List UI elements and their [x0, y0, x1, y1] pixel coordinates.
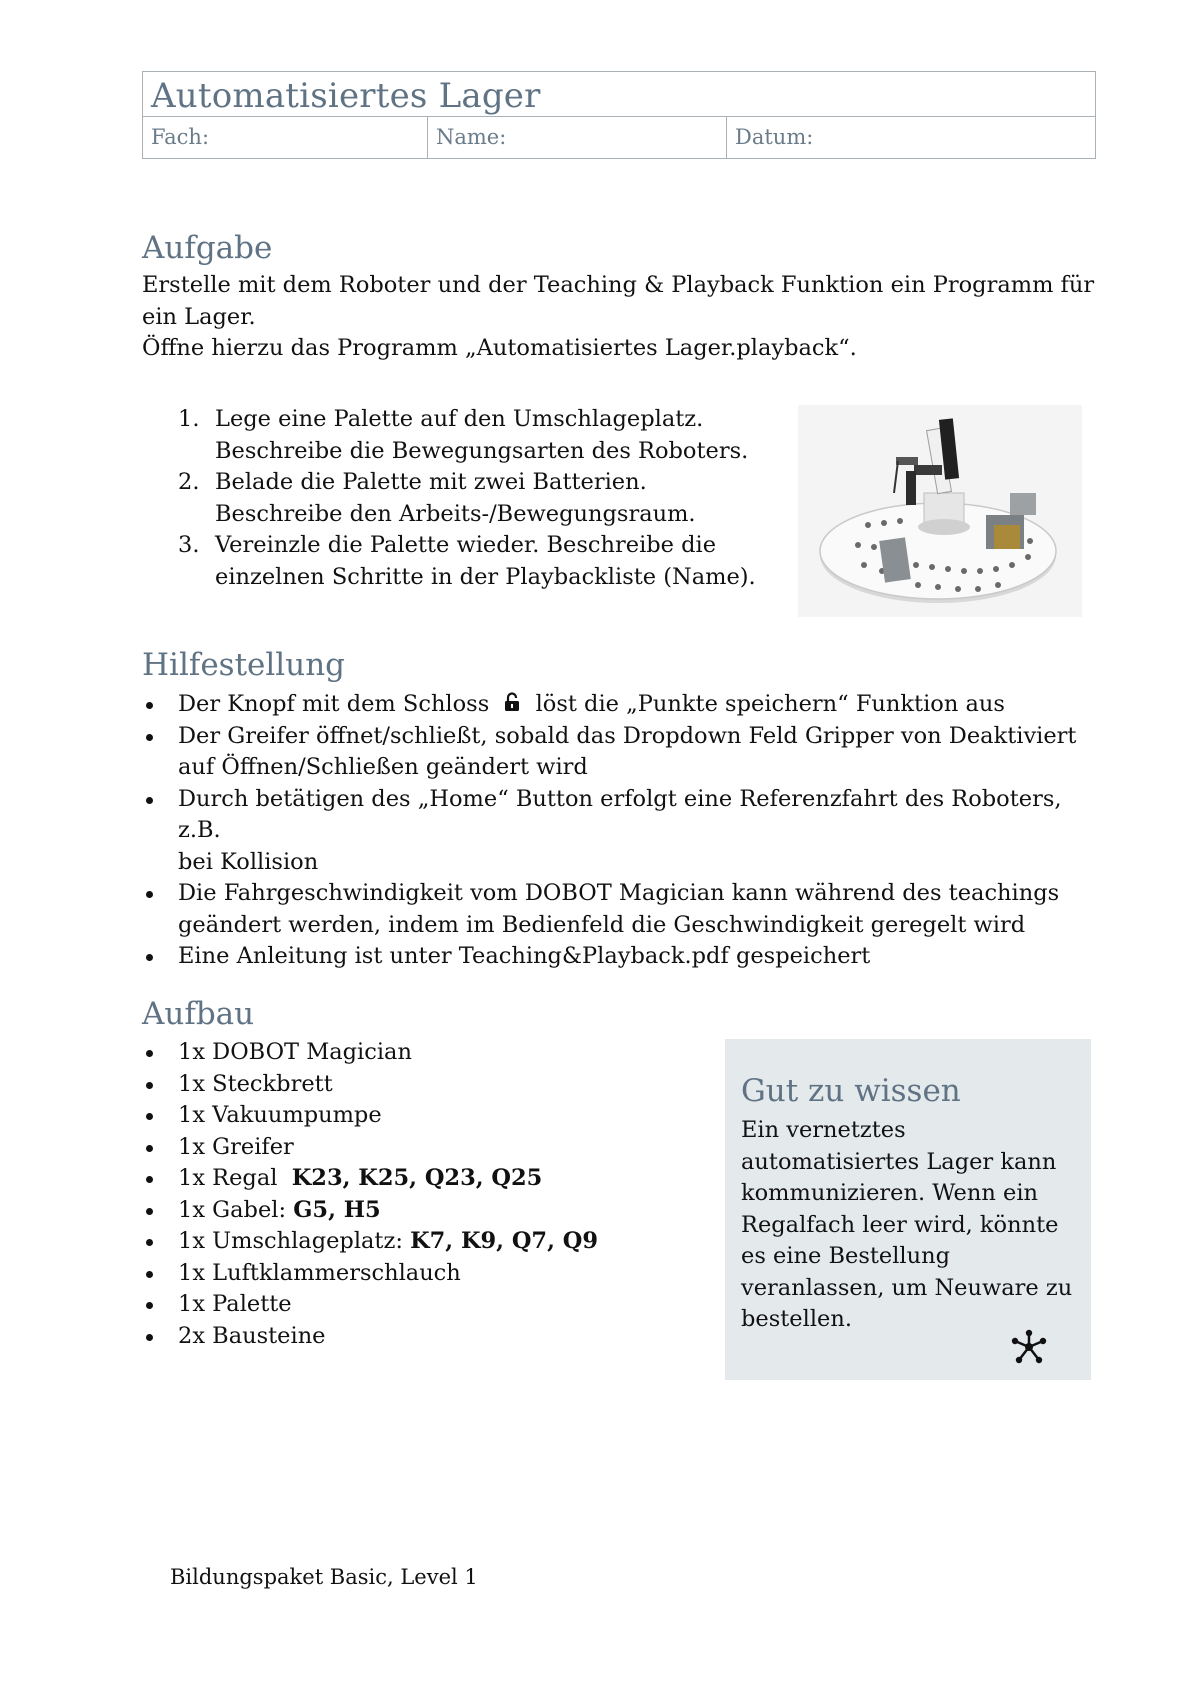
list-item-text: bei Kollision [178, 848, 319, 875]
step-number: 1. [178, 406, 200, 432]
hilfestellung-list [142, 689, 1102, 973]
hilfestellung-heading: Hilfestellung [142, 647, 345, 683]
list-item-text: Der Knopf mit dem Schloss [178, 691, 490, 717]
step-number: 2. [178, 469, 200, 495]
list-item-text: 1x Umschlageplatz: [178, 1228, 403, 1254]
infobox-text [741, 1115, 1076, 1336]
header-table [142, 71, 1096, 159]
infobox-title: Gut zu wissen [741, 1073, 961, 1109]
aufgabe-heading: Aufgabe [142, 230, 273, 266]
list-item: 1x Palette [142, 1289, 702, 1321]
step-line: Vereinzle die Palette wieder. Beschreibe die [215, 532, 717, 558]
list-item-bold: K7, K9, Q7, Q9 [410, 1228, 599, 1254]
step-item [142, 530, 782, 593]
list-item-text: Der Greifer öffnet/schließt, sobald das Dropdown Feld Gripper von Deaktiviert [178, 722, 1077, 749]
list-item [142, 1163, 702, 1195]
datum-field: Datum: [735, 125, 814, 149]
list-item: 1x Vakuumpumpe [142, 1100, 702, 1132]
infobox-line: veranlassen, um Neuware zu [741, 1274, 1073, 1301]
aufgabe-steps [142, 404, 782, 593]
unlock-icon [504, 690, 522, 710]
aufgabe-line-1: Erstelle mit dem Roboter und der Teaching & Playback Funktion ein Programm für [142, 272, 1095, 298]
list-item: 1x DOBOT Magician [142, 1037, 702, 1069]
list-item [142, 784, 1102, 879]
aufgabe-line-3: Öffne hierzu das Programm „Automatisiertes Lager.playback“. [142, 335, 857, 361]
list-item-bold: G5, H5 [293, 1196, 381, 1223]
list-item: 1x Luftklammerschlauch [142, 1258, 702, 1290]
step-line: Beschreibe die Bewegungsarten des Roboters. [215, 437, 749, 464]
list-item-text: geändert werden, indem im Bedienfeld die Geschwindigkeit geregelt wird [178, 911, 1026, 938]
list-item-text: 1x Regal [178, 1165, 278, 1191]
list-item-text: löst die „Punkte speichern“ Funktion aus [535, 691, 1005, 717]
fach-field: Fach: [143, 117, 428, 158]
list-item: 2x Bausteine [142, 1321, 702, 1353]
list-item [142, 1226, 702, 1258]
list-item-text: Durch betätigen des „Home“ Button erfolgt eine Referenzfahrt des Roboters, z.B. [178, 785, 1062, 843]
step-line: Belade die Palette mit zwei Batterien. [215, 469, 647, 495]
infobox-line: automatisiertes Lager kann [741, 1148, 1057, 1175]
list-item [142, 1195, 702, 1227]
list-item [142, 878, 1102, 941]
step-line: Lege eine Palette auf den Umschlageplatz. [215, 406, 704, 432]
list-item [142, 689, 1102, 721]
name-field: Name: [428, 117, 727, 158]
gut-zu-wissen-box [725, 1039, 1091, 1380]
aufbau-list [142, 1037, 702, 1352]
list-item-text: Eine Anleitung ist unter Teaching&Playback.pdf gespeichert [178, 943, 871, 969]
aufgabe-text [142, 270, 1102, 365]
network-icon [1011, 1329, 1047, 1365]
list-item-text: 1x Gabel: [178, 1196, 287, 1223]
robot-photo [798, 405, 1082, 617]
robot-photo-icon [798, 405, 1082, 617]
infobox-line: es eine Bestellung [741, 1243, 951, 1269]
infobox-line: Ein vernetztes [741, 1117, 906, 1143]
list-item-bold: K23, K25, Q23, Q25 [291, 1165, 543, 1191]
list-item-text: auf Öffnen/Schließen geändert wird [178, 754, 588, 780]
aufbau-heading: Aufbau [142, 996, 255, 1032]
list-item: 1x Greifer [142, 1132, 702, 1164]
step-line: einzelnen Schritte in der Playbackliste (Name). [215, 563, 756, 590]
step-item [142, 404, 782, 467]
list-item [142, 941, 1102, 973]
aufgabe-line-2: ein Lager. [142, 303, 256, 330]
step-item [142, 467, 782, 530]
footer-text: Bildungspaket Basic, Level 1 [170, 1565, 478, 1589]
list-item [142, 721, 1102, 784]
list-item: 1x Steckbrett [142, 1069, 702, 1101]
list-item-text: Die Fahrgeschwindigkeit vom DOBOT Magician kann während des teachings [178, 880, 1060, 906]
infobox-line: kommunizieren. Wenn ein [741, 1180, 1039, 1206]
infobox-line: Regalfach leer wird, könnte [741, 1211, 1059, 1238]
infobox-line: bestellen. [741, 1306, 852, 1332]
page-title: Automatisiertes Lager [151, 76, 541, 116]
step-number: 3. [178, 532, 200, 558]
header-fields-row [143, 116, 1095, 158]
step-line: Beschreibe den Arbeits-/Bewegungsraum. [215, 500, 696, 527]
